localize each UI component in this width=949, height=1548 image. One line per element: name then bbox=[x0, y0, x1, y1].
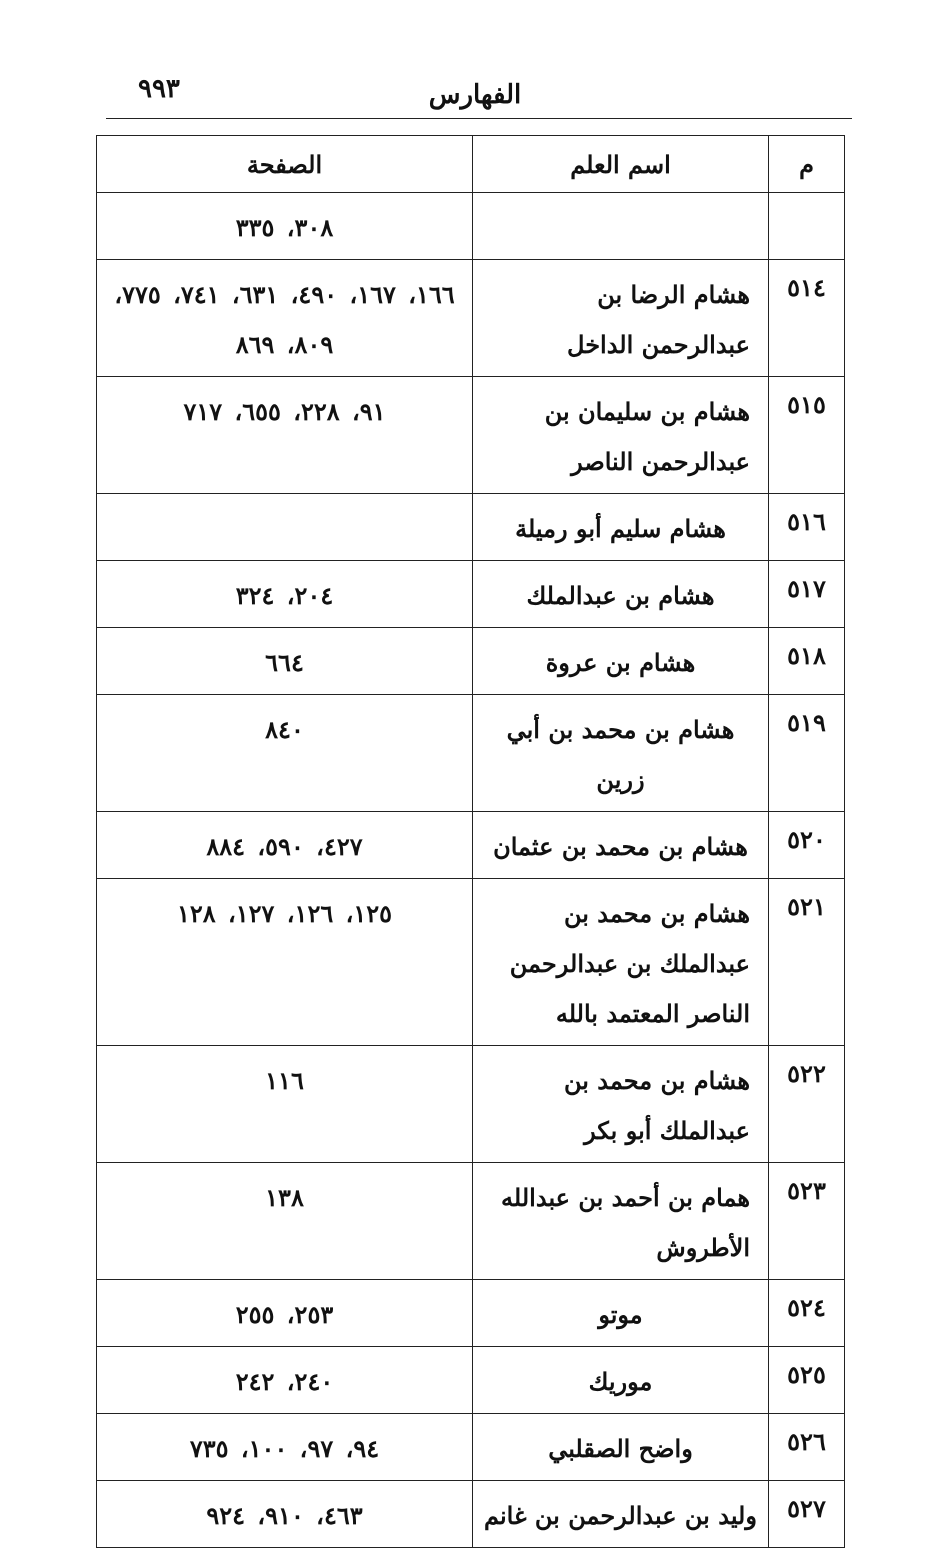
entry-pages: ٤٢٧، ٥٩٠، ٨٨٤ bbox=[97, 812, 473, 879]
entry-number: ٥٢٠ bbox=[769, 812, 845, 879]
entry-name: هشام بن محمد بن عبدالملك أبو بكر bbox=[473, 1046, 769, 1163]
entry-number: ٥١٨ bbox=[769, 628, 845, 695]
entry-name: هشام بن سليمان بن عبدالرحمن الناصر bbox=[473, 377, 769, 494]
table-row bbox=[97, 695, 845, 812]
entry-name: هشام سليم أبو رميلة bbox=[473, 494, 769, 561]
column-header-number: م bbox=[769, 136, 845, 193]
entry-name bbox=[473, 193, 769, 260]
entry-number: ٥٢٧ bbox=[769, 1481, 845, 1548]
entry-pages: ١٦٦، ١٦٧، ٤٩٠، ٦٣١، ٧٤١، ٧٧٥، ٨٠٩، ٨٦٩ bbox=[97, 260, 473, 377]
table-row bbox=[97, 1414, 845, 1481]
header-rule bbox=[106, 118, 852, 119]
entry-number: ٥١٦ bbox=[769, 494, 845, 561]
entry-name: موتو bbox=[473, 1280, 769, 1347]
table-row bbox=[97, 260, 845, 377]
table-row bbox=[97, 494, 845, 561]
entry-name: هشام بن عبدالملك bbox=[473, 561, 769, 628]
entry-number: ٥١٥ bbox=[769, 377, 845, 494]
entry-pages: ١١٦ bbox=[97, 1046, 473, 1163]
table-row bbox=[97, 1280, 845, 1347]
entry-pages: ٩١، ٢٢٨، ٦٥٥، ٧١٧ bbox=[97, 377, 473, 494]
entry-number: ٥١٧ bbox=[769, 561, 845, 628]
entry-pages: ٤٦٣، ٩١٠، ٩٢٤ bbox=[97, 1481, 473, 1548]
entry-pages: ٦٦٤ bbox=[97, 628, 473, 695]
entry-number: ٥١٩ bbox=[769, 695, 845, 812]
entry-number: ٥٢٥ bbox=[769, 1347, 845, 1414]
entry-number: ٥٢٦ bbox=[769, 1414, 845, 1481]
index-table bbox=[96, 135, 845, 1548]
table-header-row bbox=[97, 136, 845, 193]
table-row bbox=[97, 628, 845, 695]
page-number: ٩٩٣ bbox=[138, 74, 180, 104]
entry-number: ٥١٤ bbox=[769, 260, 845, 377]
entry-number: ٥٢٢ bbox=[769, 1046, 845, 1163]
page-title: الفهارس bbox=[428, 80, 522, 110]
table-row bbox=[97, 1481, 845, 1548]
entry-number: ٥٢١ bbox=[769, 879, 845, 1046]
table-row bbox=[97, 879, 845, 1046]
entry-name: همام بن أحمد بن عبدالله الأطروش bbox=[473, 1163, 769, 1280]
entry-number: ٥٢٣ bbox=[769, 1163, 845, 1280]
table-row bbox=[97, 812, 845, 879]
entry-pages: ٩٤، ٩٧، ١٠٠، ٧٣٥ bbox=[97, 1414, 473, 1481]
entry-pages: ٨٤٠ bbox=[97, 695, 473, 812]
entry-name: موريك bbox=[473, 1347, 769, 1414]
entry-name: هشام بن محمد بن عثمان bbox=[473, 812, 769, 879]
column-header-name: اسم العلم bbox=[473, 136, 769, 193]
entry-name: هشام بن محمد بن عبدالملك بن عبدالرحمن الناصر المعتمد بالله bbox=[473, 879, 769, 1046]
entry-name: واضح الصقلبي bbox=[473, 1414, 769, 1481]
table-row bbox=[97, 377, 845, 494]
entry-pages: ١٢٥، ١٢٦، ١٢٧، ١٢٨ bbox=[97, 879, 473, 1046]
entry-pages: ٢٠٤، ٣٢٤ bbox=[97, 561, 473, 628]
column-header-pages: الصفحة bbox=[97, 136, 473, 193]
entry-name: هشام بن محمد بن أبي زرين bbox=[473, 695, 769, 812]
entry-pages bbox=[97, 494, 473, 561]
entry-name: هشام الرضا بن عبدالرحمن الداخل bbox=[473, 260, 769, 377]
table-row bbox=[97, 1046, 845, 1163]
entry-pages: ٢٥٣، ٢٥٥ bbox=[97, 1280, 473, 1347]
entry-pages: ٢٤٠، ٢٤٢ bbox=[97, 1347, 473, 1414]
entry-name: وليد بن عبدالرحمن بن غانم bbox=[473, 1481, 769, 1548]
entry-pages: ٣٠٨، ٣٣٥ bbox=[97, 193, 473, 260]
table-row bbox=[97, 561, 845, 628]
entry-name: هشام بن عروة bbox=[473, 628, 769, 695]
entry-pages: ١٣٨ bbox=[97, 1163, 473, 1280]
entry-number bbox=[769, 193, 845, 260]
table-row bbox=[97, 1347, 845, 1414]
entry-number: ٥٢٤ bbox=[769, 1280, 845, 1347]
table-row bbox=[97, 193, 845, 260]
table-row bbox=[97, 1163, 845, 1280]
